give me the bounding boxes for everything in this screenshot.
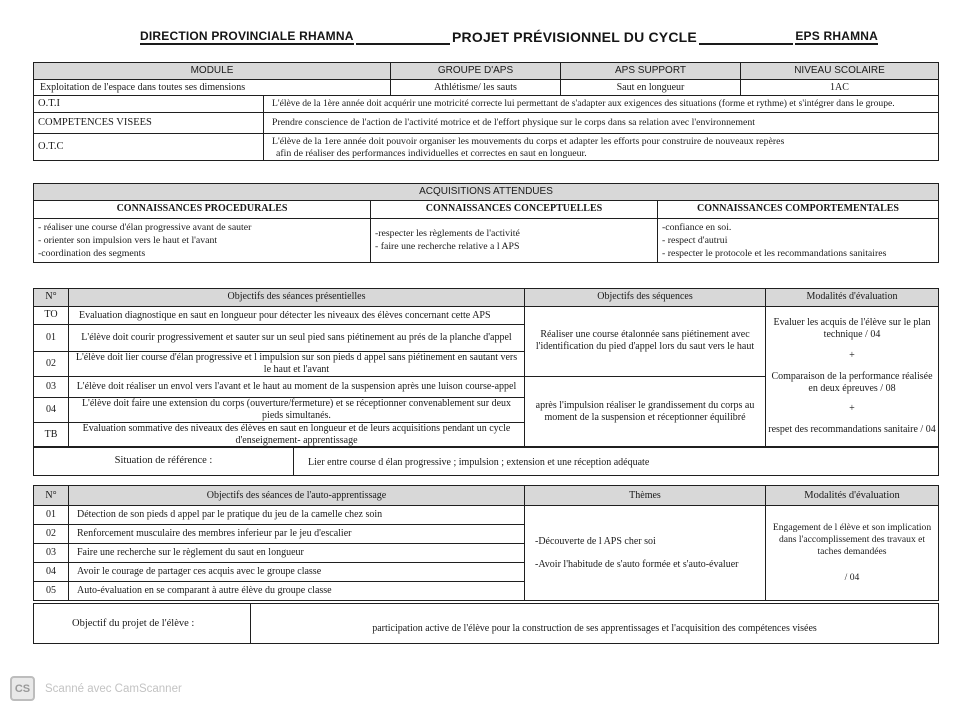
document-content: [33, 62, 938, 644]
page-title: PROJET PRÉVISIONNEL DU CYCLE: [452, 29, 697, 45]
otc-label: O.T.C: [34, 133, 264, 160]
conceptuelles-cell: [371, 218, 658, 262]
row-objectif: Auto-évaluation en se comparant à autre élève du groupe classe: [69, 582, 525, 601]
oti-text: L'élève de la 1ère année doit acquérir une motricité correcte lui permettant de s'adapter aux exigences des situations (forme et rythme) et s'intégrer dans le groupe.: [264, 95, 939, 112]
module-header-aps: APS SUPPORT: [561, 63, 741, 80]
comportementales-cell: [658, 218, 939, 262]
auto-modalites-cell: [766, 506, 939, 601]
camscanner-watermark: [10, 676, 182, 701]
theme-item: -Avoir l'habitude de s'auto formée et s'auto-évaluer: [535, 559, 739, 570]
plus-separator: +: [849, 349, 855, 361]
auto-header-modalites: Modalités d'évaluation: [766, 486, 939, 506]
conceptuelles-item: -respecter les règlements de l'activité: [375, 228, 520, 239]
oti-label: O.T.I: [34, 95, 264, 112]
procedurales-item: - réaliser une course d'élan progressive avant de sauter: [38, 221, 252, 233]
procedurales-item: - orienter son impulsion vers le haut et l'avant: [38, 234, 218, 246]
presentielles-header-sequences: Objectifs des séquences: [525, 288, 766, 306]
conceptuelles-item: - faire une recherche relative a l APS: [375, 241, 520, 252]
module-header-groupe: GROUPE D'APS: [391, 63, 561, 80]
row-num: TO: [34, 306, 69, 324]
header-right-title: EPS RHAMNA: [795, 29, 879, 43]
row-num: 04: [34, 397, 69, 422]
row-objectif: L'élève doit courir progressivement et sauter sur un seul pied sans piétinement au prés de la planche d'appel: [69, 324, 525, 351]
auto-header-themes: Thèmes: [525, 486, 766, 506]
otc-text: [264, 133, 939, 160]
seances-presentielles-table: [33, 288, 939, 448]
objectif-projet-text: participation active de l'élève pour la construction de ses apprentissages et l'acquisition des compétences visées: [251, 604, 939, 644]
niveau-scolaire-value: 1AC: [741, 80, 939, 96]
procedurales-item: -coordination des segments: [38, 247, 146, 259]
comportementales-item: - respecter le protocole et les recommandations sanitaires: [662, 247, 887, 259]
objectifs-generaux-table: [33, 95, 939, 161]
sequence-objectif-1: Réaliser une course étalonnée sans piétinement avec l'identification du pied d'appel lors du saut vers le haut: [525, 306, 766, 376]
row-num: 02: [34, 525, 69, 544]
aps-support-value: Saut en longueur: [561, 80, 741, 96]
objectif-projet-row: [34, 604, 939, 644]
auto-header-num: N°: [34, 486, 69, 506]
situation-text: Lier entre course d élan progressive ; impulsion ; extension et une réception adéquate: [294, 447, 939, 476]
row-num: 02: [34, 351, 69, 376]
otc-text-line1: L'élève de la 1ere année doit pouvoir organiser les mouvements du corps et adapter les efforts pour construire de nouveaux repères: [272, 135, 785, 147]
modalites-line: Evaluer les acquis de l'élève sur le plan technique / 04: [773, 317, 931, 340]
sequence-objectif-2: après l'impulsion réaliser le grandissement du corps au moment de la suspension et réceptionner équilibré: [525, 376, 766, 447]
situation-row: [34, 447, 939, 476]
row-num: 01: [34, 506, 69, 525]
document-header: [140, 25, 878, 45]
presentielles-header-objectifs: Objectifs des séances présentielles: [69, 288, 525, 306]
connaissances-conceptuelles-header: CONNAISSANCES CONCEPTUELLES: [371, 200, 658, 218]
situation-reference-table: [33, 446, 939, 476]
camscanner-text: Scanné avec CamScanner: [45, 682, 182, 695]
module-table: [33, 62, 939, 96]
row-objectif: L'élève doit lier course d'élan progressive et l impulsion sur son pieds d appel sans piétinement en sautant vers le haut et l'avant: [69, 351, 525, 376]
row-num: 03: [34, 376, 69, 397]
row-num: 04: [34, 563, 69, 582]
row-objectif: Evaluation diagnostique en saut en longueur pour détecter les niveaux des élèves concernant cette APS: [69, 306, 525, 324]
module-row: [34, 80, 939, 96]
module-header-module: MODULE: [34, 63, 391, 80]
modalites-evaluation-cell: [766, 306, 939, 447]
table-row: [34, 506, 939, 525]
theme-item: -Découverte de l APS cher soi: [535, 536, 656, 547]
row-objectif: Renforcement musculaire des membres inferieur par le jeu d'escalier: [69, 525, 525, 544]
row-objectif: Evaluation sommative des niveaux des élèves en saut en longueur et de leurs acquisitions pendant un cycle d'enseignement- apprentissage: [69, 422, 525, 447]
header-underscore-fill: [699, 30, 793, 45]
acquisitions-table: [33, 183, 939, 263]
row-num: TB: [34, 422, 69, 447]
themes-cell: [525, 506, 766, 601]
otc-text-line2: afin de réaliser des performances individuelles et correctes en saut en longueur.: [276, 147, 587, 159]
header-left-title: DIRECTION PROVINCIALE RHAMNA: [140, 29, 354, 43]
row-objectif: Détection de son pieds d appel par le pratique du jeu de la camelle chez soin: [69, 506, 525, 525]
oti-row: [34, 95, 939, 112]
comportementales-item: - respect d'autrui: [662, 234, 728, 246]
auto-modalites-score: / 04: [844, 572, 860, 583]
auto-modalites-text: Engagement de l élève et son implication dans l'accomplissement des travaux et taches demandées: [772, 522, 932, 557]
table-row: [34, 306, 939, 324]
presentielles-header-num: N°: [34, 288, 69, 306]
row-objectif: Avoir le courage de partager ces acquis avec le groupe classe: [69, 563, 525, 582]
row-num: 01: [34, 324, 69, 351]
presentielles-header-modalites: Modalités d'évaluation: [766, 288, 939, 306]
row-num: 05: [34, 582, 69, 601]
comportementales-item: -confiance en soi.: [662, 221, 732, 233]
header-underscore-fill: [356, 30, 450, 45]
acquisitions-title: ACQUISITIONS ATTENDUES: [34, 183, 939, 200]
competences-label: COMPETENCES VISEES: [34, 112, 264, 133]
module-header-niveau: NIVEAU SCOLAIRE: [741, 63, 939, 80]
modalites-line: Comparaison de la performance réalisée en deux épreuves / 08: [771, 370, 933, 394]
procedurales-cell: [34, 218, 371, 262]
row-objectif: L'élève doit réaliser un envol vers l'avant et le haut au moment de la suspension après une luison course-appel: [69, 376, 525, 397]
groupe-aps-value: Athlétisme/ les sauts: [391, 80, 561, 96]
row-objectif: L'élève doit faire une extension du corps (ouverture/fermeture) et se réceptionner convenablement sur deux pieds simultanés.: [69, 397, 525, 422]
auto-header-objectifs: Objectifs des séances de l'auto-apprentissage: [69, 486, 525, 506]
modalites-line: respet des recommandations sanitaire / 04: [768, 424, 936, 435]
objectif-projet-table: [33, 603, 939, 644]
row-objectif: Faire une recherche sur le règlement du saut en longueur: [69, 544, 525, 563]
situation-label: Situation de référence :: [34, 447, 294, 476]
plus-separator: +: [849, 403, 855, 415]
camscanner-logo-icon: CS: [10, 676, 35, 701]
competences-row: [34, 112, 939, 133]
connaissances-procedurales-header: CONNAISSANCES PROCEDURALES: [34, 200, 371, 218]
module-value: Exploitation de l'espace dans toutes ses dimensions: [34, 80, 391, 96]
row-num: 03: [34, 544, 69, 563]
otc-row: [34, 133, 939, 160]
auto-apprentissage-table: [33, 485, 939, 601]
connaissances-comportementales-header: CONNAISSANCES COMPORTEMENTALES: [658, 200, 939, 218]
competences-text: Prendre conscience de l'action de l'activité motrice et de l'effort physique sur le corps dans sa relation avec l'environnement: [264, 112, 939, 133]
objectif-projet-label: Objectif du projet de l'élève :: [34, 604, 251, 644]
